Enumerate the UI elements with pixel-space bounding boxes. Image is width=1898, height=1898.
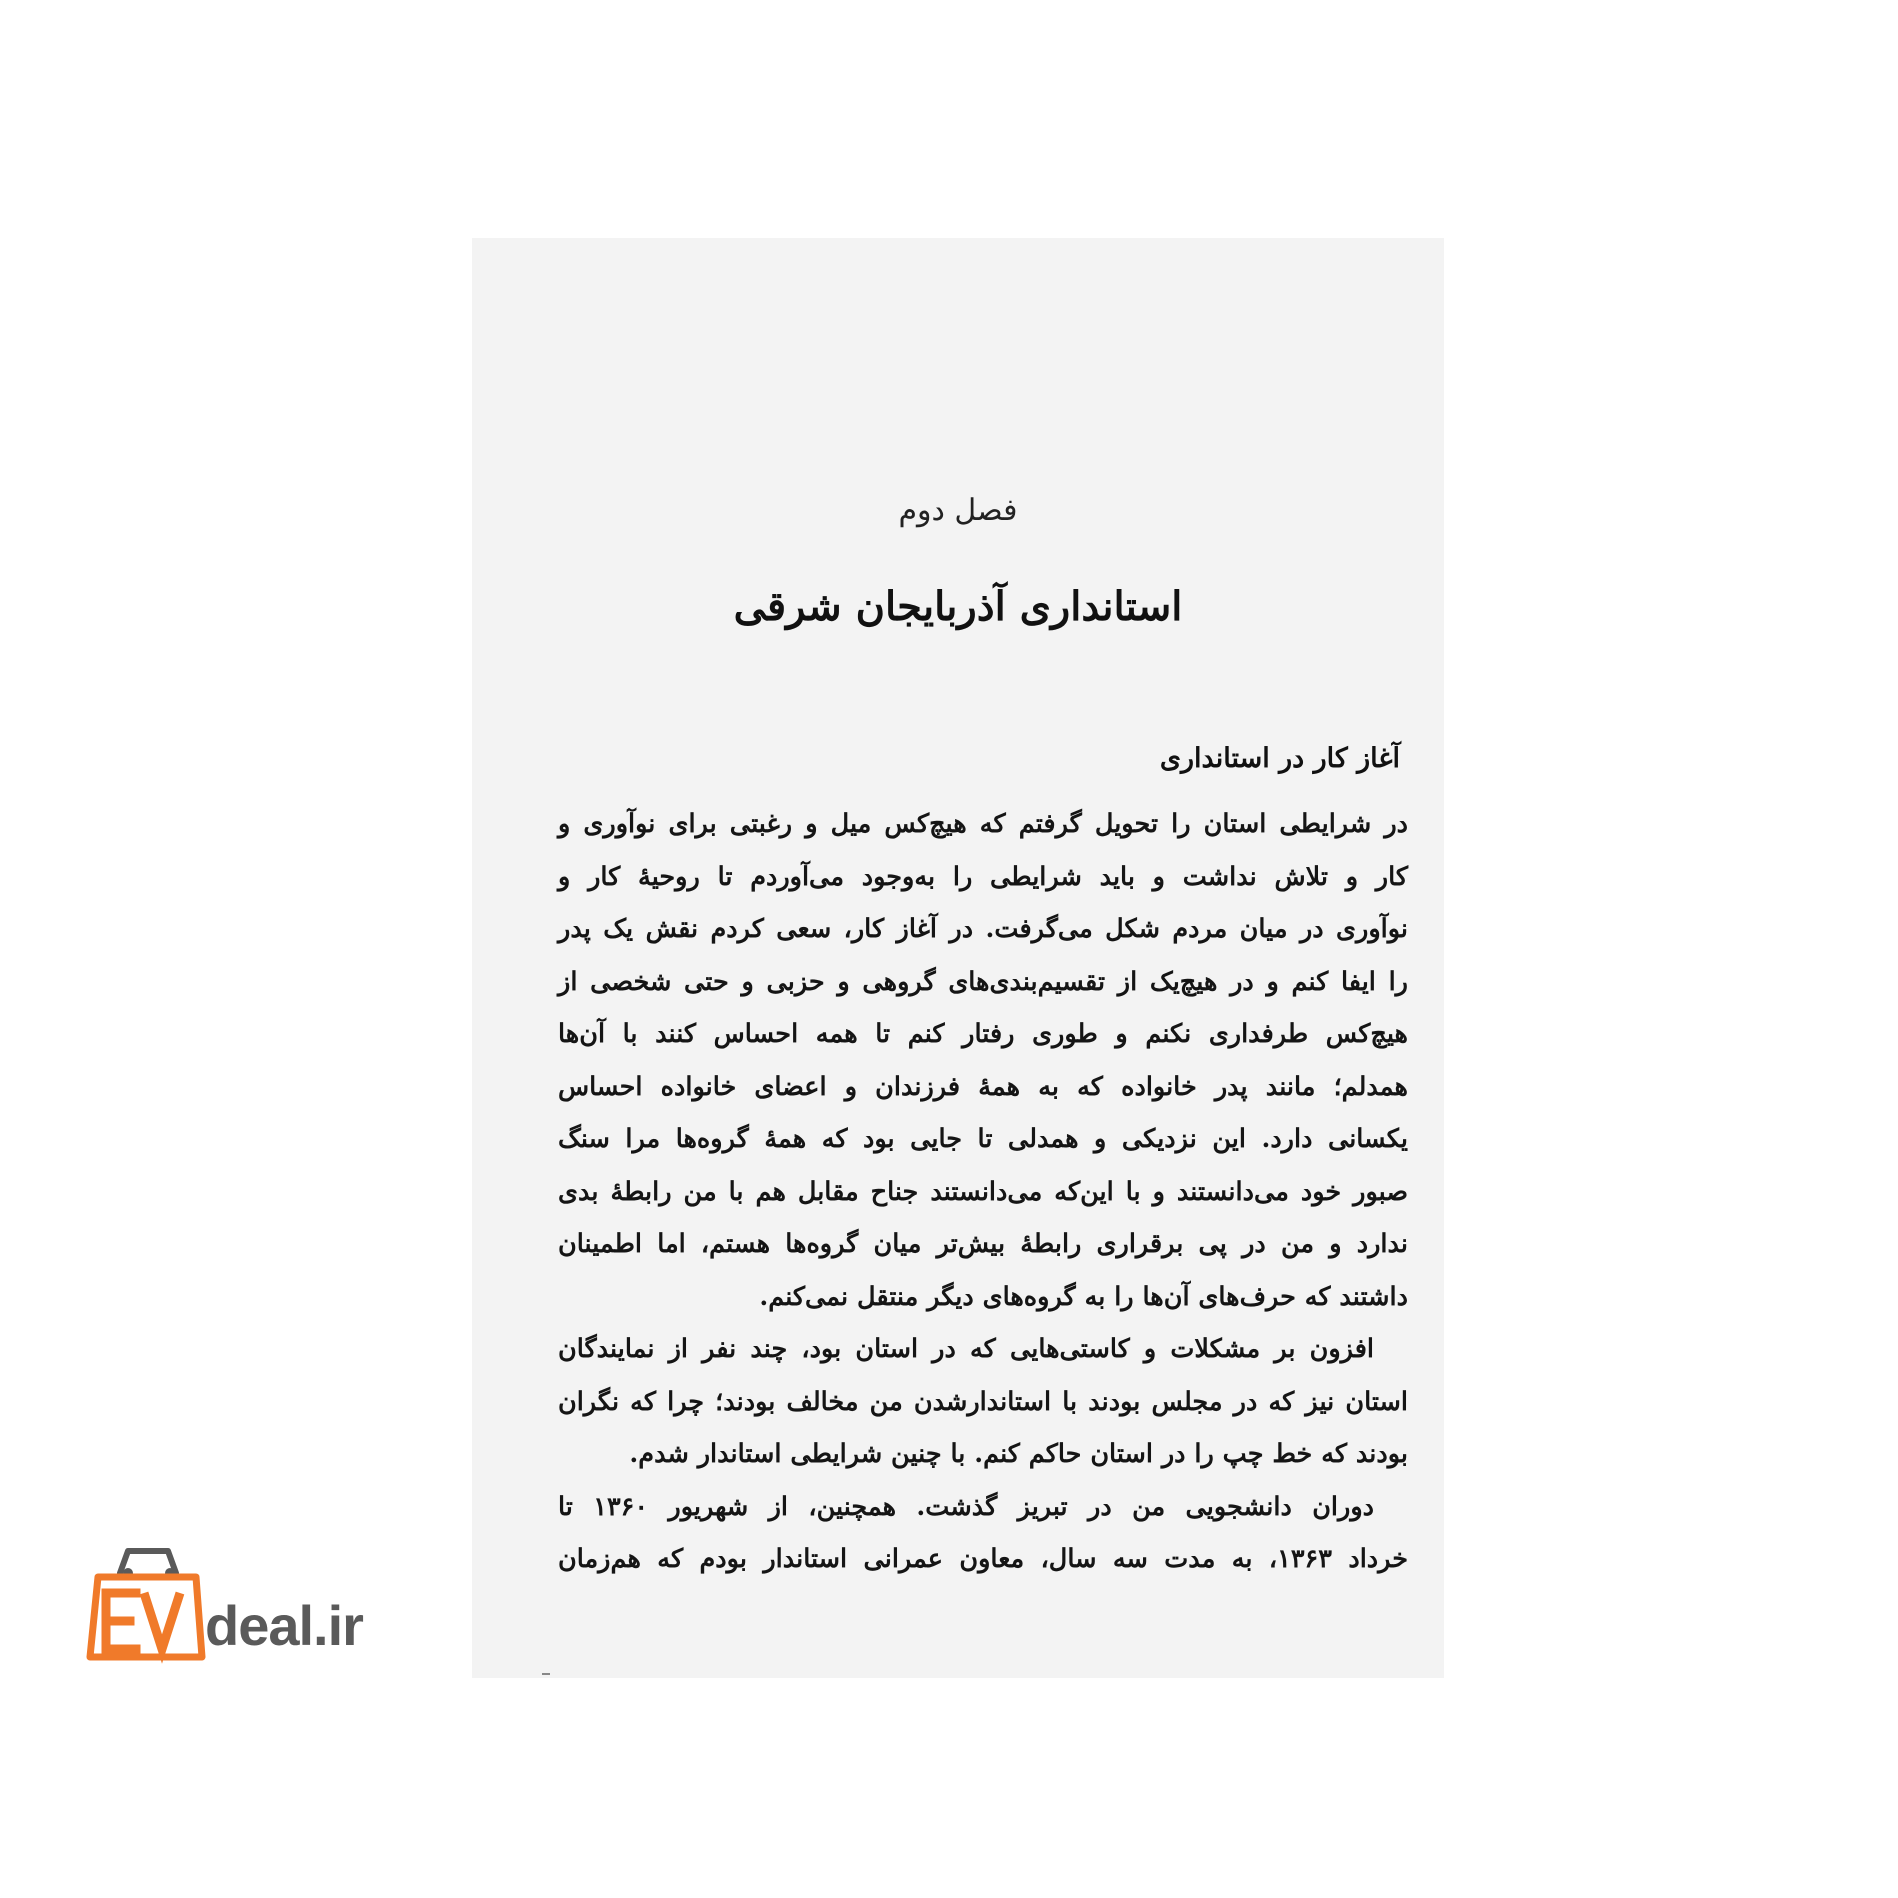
text-line: کار و تلاش نداشت و باید شرایطی را به‌وجود می‌آوردم تا روحیهٔ کار و xyxy=(558,861,1408,892)
text-line: استان نیز که در مجلس بودند با استاندارشدن من مخالف بودند؛ چرا که نگران xyxy=(558,1386,1408,1417)
text-line: خرداد ۱۳۶۳، به مدت سه سال، معاون عمرانی استاندار بودم که هم‌زمان xyxy=(558,1544,1408,1574)
body-text xyxy=(558,798,1408,1586)
text-line: هیچ‌کس طرفداری نکنم و طوری رفتار کنم تا همه احساس کنند با آن‌ها xyxy=(558,1019,1408,1049)
page-mark xyxy=(542,1673,550,1675)
text-line: دوران دانشجویی من در تبریز گذشت. همچنین، از شهریور ۱۳۶۰ تا xyxy=(558,1491,1374,1522)
text-line: ندارد و من در پی برقراری رابطهٔ بیش‌تر میان گروه‌ها هستم، اما اطمینان xyxy=(558,1229,1408,1259)
text-line: را ایفا کنم و در هیچ‌یک از تقسیم‌بندی‌های گروهی و حزبی و حتی شخصی از xyxy=(558,966,1408,997)
text-line: در شرایطی استان را تحویل گرفتم که هیچ‌کس میل و رغبتی برای نوآوری و xyxy=(558,809,1408,839)
text-line: یکسانی دارد. این نزدیکی و همدلی تا جایی بود که همهٔ گروه‌ها مرا سنگ xyxy=(558,1124,1408,1154)
text-line: افزون بر مشکلات و کاستی‌هایی که در استان بود، چند نفر از نمایندگان xyxy=(558,1334,1374,1364)
site-logo xyxy=(80,1545,400,1665)
chapter-label: فصل دوم xyxy=(898,493,1018,528)
book-page xyxy=(472,238,1444,1678)
paragraph-3 xyxy=(558,1481,1408,1586)
text-line: داشتند که حرف‌های آن‌ها را به گروه‌های دیگر منتقل نمی‌کنم. xyxy=(759,1281,1408,1312)
section-title: آغاز کار در استانداری xyxy=(1159,743,1400,774)
shopping-bag-icon xyxy=(80,1545,210,1665)
text-line: نوآوری در میان مردم شکل می‌گرفت. در آغاز کار، سعی کردم نقش یک پدر xyxy=(558,914,1408,944)
text-line: همدلم؛ مانند پدر خانواده که به همهٔ فرزندان و اعضای خانواده احساس xyxy=(558,1071,1408,1102)
logo-text: deal.ir xyxy=(205,1594,363,1657)
paragraph-2 xyxy=(558,1323,1408,1481)
paragraph-1 xyxy=(558,798,1408,1323)
chapter-title: استانداری آذربایجان شرقی xyxy=(733,583,1183,630)
text-line: صبور خود می‌دانستند و با این‌که می‌دانستند جناح مقابل هم با من رابطهٔ بدی xyxy=(558,1176,1408,1207)
text-line: بودند که خط چپ را در استان حاکم کنم. با چنین شرایطی استاندار شدم. xyxy=(629,1439,1408,1469)
